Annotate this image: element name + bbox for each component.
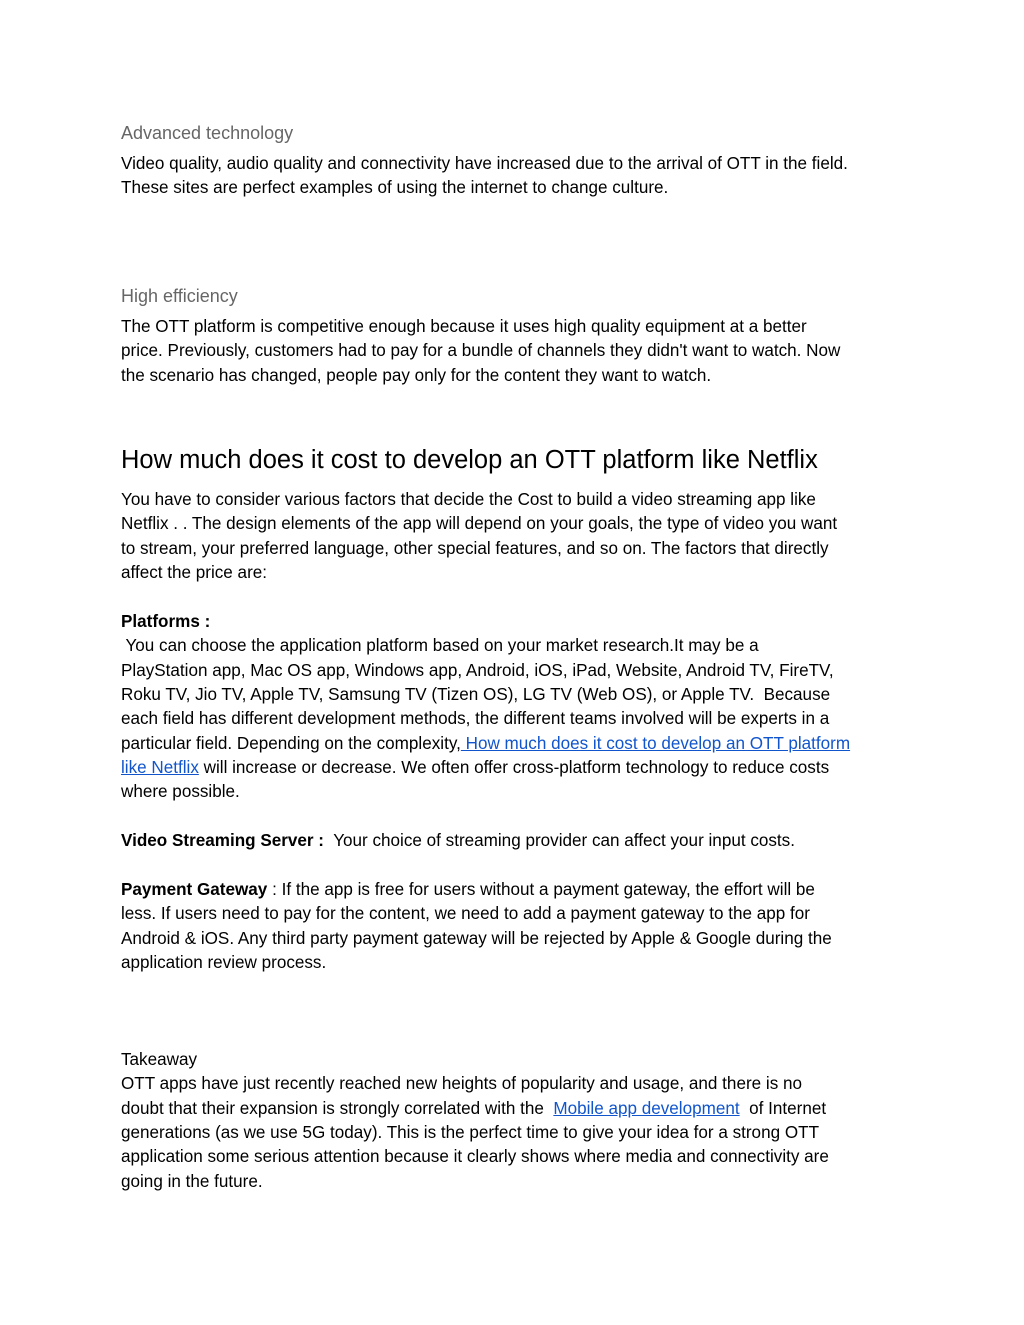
correlation-text: doubt that their expansion is strongly correlated with the bbox=[121, 1098, 554, 1118]
internet-text: of Internet bbox=[739, 1098, 827, 1118]
paragraph-line: You have to consider various factors that decide the Cost to build a video streaming app like bbox=[121, 490, 816, 509]
streaming-server-text: Your choice of streaming provider can affect your input costs. bbox=[324, 831, 795, 850]
cost-section-title: How much does it cost to develop an OTT platform like Netflix bbox=[121, 446, 818, 474]
ott-cost-link[interactable]: How much does it cost to develop an OTT platform bbox=[460, 733, 851, 753]
platforms-paragraph bbox=[121, 610, 911, 805]
paragraph-line bbox=[121, 732, 911, 756]
paragraph-line: Netflix . . The design elements of the app will depend on your goals, the type of video you want bbox=[121, 514, 838, 534]
paragraph-line: Roku TV, Jio TV, Apple TV, Samsung TV (Tizen OS), LG TV (Web OS), or Apple TV. Because bbox=[121, 685, 831, 705]
paragraph-line: OTT apps have just recently reached new heights of popularity and usage, and there is no bbox=[121, 1074, 803, 1094]
paragraph-line bbox=[121, 829, 911, 853]
mobile-app-development-link[interactable]: Mobile app development bbox=[553, 1098, 740, 1118]
paragraph-line bbox=[121, 878, 911, 902]
streaming-server-paragraph bbox=[121, 829, 911, 853]
advanced-technology-paragraph bbox=[121, 152, 911, 201]
payment-gateway-label: Payment Gateway bbox=[121, 880, 268, 899]
takeaway-paragraph bbox=[121, 1048, 911, 1194]
streaming-server-label: Video Streaming Server : bbox=[121, 831, 324, 850]
advanced-technology-heading: Advanced technology bbox=[121, 123, 294, 143]
high-efficiency-paragraph bbox=[121, 315, 911, 388]
cross-platform-text: will increase or decrease. We often offer cross-platform technology to reduce costs bbox=[198, 758, 830, 778]
paragraph-line: price. Previously, customers had to pay for a bundle of channels they didn't want to watch. Now bbox=[121, 341, 841, 361]
paragraph-line: less. If users need to pay for the content, we need to add a payment gateway to the app for bbox=[121, 904, 810, 924]
paragraph-line: the scenario has changed, people pay only for the content they want to watch. bbox=[121, 365, 712, 385]
paragraph-line: going in the future. bbox=[121, 1171, 263, 1191]
paragraph-line: Android & iOS. Any third party payment gateway will be rejected by Apple & Google during the bbox=[121, 928, 832, 948]
payment-gateway-text: : If the app is free for users without a payment gateway, the effort will be bbox=[267, 880, 815, 899]
paragraph-line: PlayStation app, Mac OS app, Windows app, Android, iOS, iPad, Website, Android TV, FireTV, bbox=[121, 660, 834, 680]
paragraph-line: where possible. bbox=[121, 782, 240, 802]
paragraph-line: affect the price are: bbox=[121, 563, 268, 583]
paragraph-line bbox=[121, 756, 911, 780]
platforms-label: Platforms : bbox=[121, 612, 211, 631]
takeaway-heading: Takeaway bbox=[121, 1050, 198, 1069]
paragraph-line: You can choose the application platform based on your market research.It may be a bbox=[121, 636, 759, 656]
paragraph-line: generations (as we use 5G today). This is the perfect time to give your idea for a strong OTT bbox=[121, 1123, 820, 1143]
paragraph-line: application some serious attention because it clearly shows where media and connectivity are bbox=[121, 1147, 829, 1167]
paragraph-line: These sites are perfect examples of using the internet to change culture. bbox=[121, 178, 669, 198]
payment-gateway-paragraph bbox=[121, 878, 911, 975]
high-efficiency-heading: High efficiency bbox=[121, 286, 238, 306]
cost-intro-paragraph bbox=[121, 488, 911, 585]
paragraph-line bbox=[121, 1097, 911, 1121]
paragraph-line: each field has different development methods, the different teams involved will be experts in a bbox=[121, 709, 830, 729]
complexity-text: particular field. Depending on the complexity, bbox=[121, 733, 461, 753]
paragraph-line: Video quality, audio quality and connectivity have increased due to the arrival of OTT in the field. bbox=[121, 154, 848, 173]
ott-cost-link-continued[interactable]: like Netflix bbox=[121, 758, 199, 778]
paragraph-line: application review process. bbox=[121, 953, 327, 973]
paragraph-line: The OTT platform is competitive enough because it uses high quality equipment at a better bbox=[121, 317, 807, 336]
paragraph-line: to stream, your preferred language, other special features, and so on. The factors that directly bbox=[121, 538, 829, 558]
